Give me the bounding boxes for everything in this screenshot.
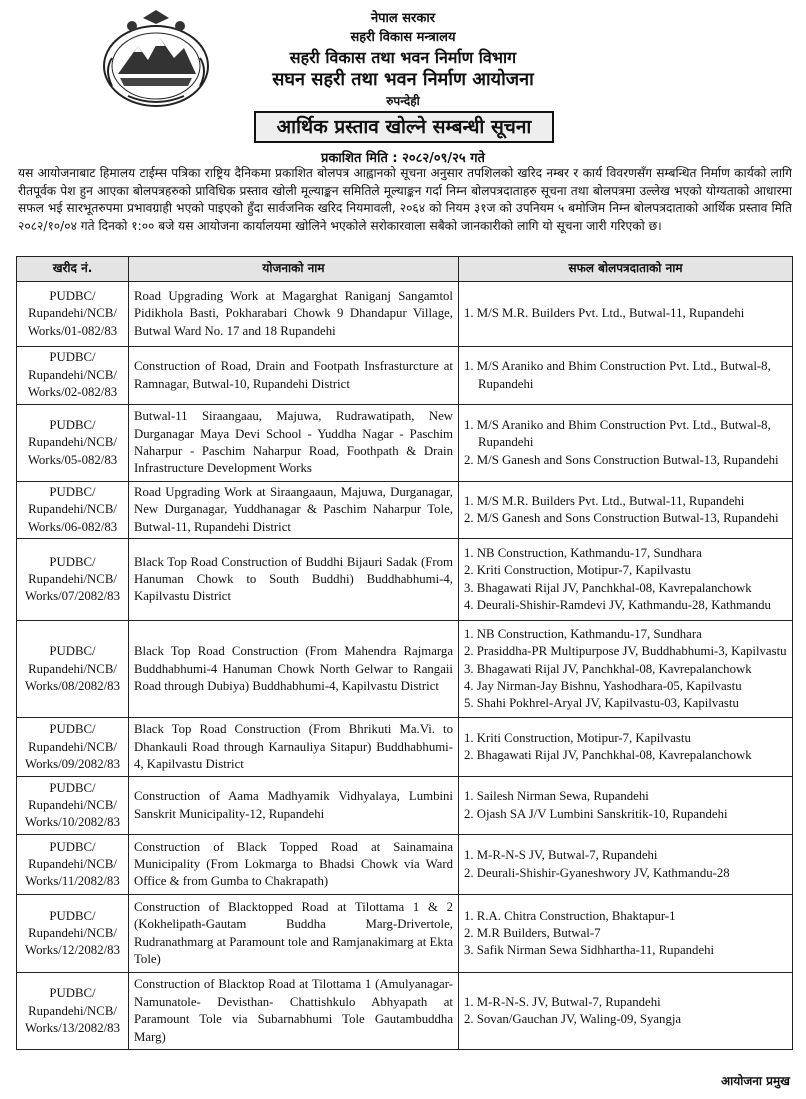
column-header: योजनाको नाम (129, 257, 459, 282)
procurement-number-cell (17, 973, 129, 1050)
bidder-item: 2. Bhagawati Rijal JV, Panchkhal-08, Kavrepalanchowk (464, 748, 752, 763)
successful-bidders-cell (459, 539, 793, 621)
project-name-cell: Black Top Road Construction of Buddhi Bijauri Sadak (From Hanuman Chowk to South Buddhi) Buddhabhumi-4, Kapilvastu District (129, 539, 459, 621)
table-row (17, 282, 793, 347)
procurement-number-line: Works/09/2082/83 (25, 756, 120, 771)
project-name-cell: Butwal-11 Siraangaau, Majuwa, Rudrawatipath, New Durganagar Maya Devi School - Yuddha Nagar - Paschim Naharpur - Paschim Naharpur Road, Foothpath & Drain Infrastructure Development Works (129, 405, 459, 482)
signature-label: आयोजना प्रमुख (720, 1074, 790, 1088)
bidder-item: 4. Deurali-Shishir-Ramdevi JV, Kathmandu-28, Kathmandu (464, 598, 771, 613)
procurement-number-line: PUDBC/ (49, 908, 96, 923)
successful-bidders-cell (459, 621, 793, 718)
bidder-item: 2. Ojash SA J/V Lumbini Sanskritik-10, Rupandehi (464, 806, 728, 821)
bidder-item: 2. Prasiddha-PR Multipurpose JV, Buddhabhumi-3, Kapilvastu (464, 644, 787, 659)
header-district: रुपन्देही (386, 94, 420, 108)
procurement-number-line: Works/08/2082/83 (25, 678, 120, 693)
procurement-number-line: Rupandehi/NCB/ (28, 502, 117, 517)
procurement-number-cell (17, 895, 129, 973)
procurement-number-line: Rupandehi/NCB/ (28, 661, 117, 676)
column-header: सफल बोलपत्रदाताको नाम (459, 257, 793, 282)
header-ministry: सहरी विकास मन्त्रालय (350, 30, 456, 45)
successful-bidders-cell (459, 718, 793, 777)
successful-bidders-cell (459, 482, 793, 539)
project-name-cell: Road Upgrading Work at Siraangaaun, Majuwa, Durganagar, New Durganagar, Yuddhanagar & Paschim Naharpur Tole, Butwal-11, Rupandehi District (129, 482, 459, 539)
successful-bidders-cell (459, 282, 793, 347)
procurement-number-line: Rupandehi/NCB/ (28, 435, 117, 450)
bidder-item: 1. M/S Araniko and Bhim Construction Pvt. Ltd., Butwal-8, Rupandehi (464, 417, 771, 450)
bidder-item: 2. Kriti Construction, Motipur-7, Kapilvastu (464, 563, 691, 578)
bidder-item: 4. Jay Nirman-Jay Bishnu, Yashodhara-05, Kapilvastu (464, 678, 742, 693)
column-header: खरीद नं. (17, 257, 129, 282)
procurement-number-line: Works/02-082/83 (27, 385, 118, 400)
header-government: नेपाल सरकार (370, 11, 436, 26)
table-row (17, 835, 793, 895)
bidder-item: 2. Deurali-Shishir-Gyaneshwory JV, Kathmandu-28 (464, 865, 730, 880)
bidder-item: 1. R.A. Chitra Construction, Bhaktapur-1 (464, 908, 676, 923)
bidder-item: 1. M-R-N-S. JV, Butwal-7, Rupandehi (464, 994, 661, 1009)
successful-bidders-cell (459, 347, 793, 405)
procurement-number-line: PUDBC/ (49, 986, 96, 1001)
bidder-item: 1. NB Construction, Kathmandu-17, Sundhara (464, 626, 702, 641)
procurement-number-line: Works/10/2082/83 (25, 815, 120, 830)
procurement-number-line: Works/05-082/83 (27, 452, 118, 467)
notice-body: यस आयोजनाबाट हिमालय टाईम्स पत्रिका राष्ट्रिय दैनिकमा प्रकाशित बोलपत्र आह्वानको सूचना अनुसार तपशिलको खरिद नम्बर र कार्य विवरणसँग सम्बन्धित निर्माण कार्यको लागि रीतपूर्वक पेश हुन आएका बोलपत्रहरुको प्राविधिक प्रस्ताव खोली मूल्याङ्कन समितिले मूल्याङ्कन गर्दा निम्न बोलपत्रदाताहरु सूचना तथा बोलपत्रमा उल्लेख भएको योग्यताको आधारमा सफल भई सारभूतरुपमा प्रभावग्राही भएको पाइएकोे हुँदा सार्वजनिक खरिद नियमावली, २०६४ को नियम ३१ज को उपनियम ५ बमोजिम निम्न बोलपत्रदाताको आर्थिक प्रस्ताव मिति २०८२/१०/०४ गते दिनको १:०० बजे यस आयोजना कार्यालयमा खोलिने भएकोले सरोकारवाला सबैको जानकारीको लागि यो सूचना जारी गरिएको छ। (18, 166, 792, 233)
procurement-number-cell (17, 835, 129, 895)
successful-bidders-cell (459, 895, 793, 973)
procurement-number-cell (17, 482, 129, 539)
bidder-item: 2. M/S Ganesh and Sons Construction Butwal-13, Rupandehi (464, 511, 779, 526)
header-project: सघन सहरी तथा भवन निर्माण आयोजना (272, 69, 534, 90)
table-row (17, 482, 793, 539)
published-date: प्रकाशित मिति : २०८२/०९/२५ गते (321, 151, 485, 166)
procurement-number-line: Rupandehi/NCB/ (28, 306, 117, 321)
notice-title: आर्थिक प्रस्ताव खोल्ने सम्बन्धी सूचना (254, 111, 554, 143)
header-department: सहरी विकास तथा भवन निर्माण विभाग (289, 48, 517, 67)
project-name-cell: Black Top Road Construction (From Mahendra Rajmarga Buddhabhumi-4 Hanuman Chowk North Gelwar to Rangaii Road through Dubiya) Buddhabhumi-4, Kapilvastu District (129, 621, 459, 718)
successful-bidders-cell (459, 405, 793, 482)
project-name-cell: Construction of Blacktop Road at Tilottama 1 (Amulyanagar- Namunatole- Devisthan- Chattishkulo Abhyapath at Paramount Tole via Subarnabhumi Tole Gautambuddha Marg) (129, 973, 459, 1050)
procurement-number-line: PUDBC/ (49, 644, 96, 659)
bidder-item: 1. M/S M.R. Builders Pvt. Ltd., Butwal-11, Rupandehi (464, 493, 745, 508)
table-header-row (17, 257, 793, 282)
procurement-number-line: PUDBC/ (49, 722, 96, 737)
procurement-number-line: Works/11/2082/83 (25, 874, 120, 889)
project-name-cell: Construction of Road, Drain and Footpath Insfrasturcture at Ramnagar, Butwal-10, Rupandehi District (129, 347, 459, 405)
table-row (17, 405, 793, 482)
procurement-number-line: Rupandehi/NCB/ (28, 857, 117, 872)
project-name-cell: Construction of Black Topped Road at Sainamaina Municipality (From Lokmarga to Bhadsi Chowk via Ward Office & from Gumba to Chakrapath) (129, 835, 459, 895)
procurement-number-line: PUDBC/ (49, 780, 96, 795)
procurement-number-line: PUDBC/ (49, 554, 96, 569)
bidder-item: 1. M/S Araniko and Bhim Construction Pvt. Ltd., Butwal-8, Rupandehi (464, 359, 771, 391)
procurement-number-line: Works/06-082/83 (27, 519, 118, 534)
table-row (17, 973, 793, 1050)
project-name-cell: Construction of Aama Madhyamik Vidhyalaya, Lumbini Sanskrit Municipality-12, Rupandehi (129, 777, 459, 835)
bidder-item: 3. Safik Nirman Sewa Sidhhartha-11, Rupandehi (464, 943, 715, 958)
table-row (17, 777, 793, 835)
procurement-number-line: Rupandehi/NCB/ (28, 1003, 117, 1018)
bidder-item: 3. Bhagawati Rijal JV, Panchkhal-08, Kavrepalanchowk (464, 580, 752, 595)
procurement-number-line: Works/01-082/83 (27, 323, 118, 338)
procurement-number-cell (17, 282, 129, 347)
bidder-item: 3. Bhagawati Rijal JV, Panchkhal-08, Kavrepalanchowk (464, 661, 752, 676)
procurement-number-cell (17, 405, 129, 482)
bidder-item: 1. Sailesh Nirman Sewa, Rupandehi (464, 789, 649, 804)
procurement-number-cell (17, 718, 129, 777)
project-name-cell: Construction of Blacktopped Road at Tilottama 1 & 2 (Kokhelipath-Gautam Buddha Marg-Drivertole, Rudranathmarg at Paramount tole and Ramjanakimarg at Ekta Tole) (129, 895, 459, 973)
procurement-number-line: Rupandehi/NCB/ (28, 367, 117, 382)
bidder-item: 1. M/S M.R. Builders Pvt. Ltd., Butwal-11, Rupandehi (464, 306, 745, 321)
procurement-number-line: Rupandehi/NCB/ (28, 798, 117, 813)
bidder-item: 2. Sovan/Gauchan JV, Waling-09, Syangja (464, 1012, 682, 1027)
table-row (17, 347, 793, 405)
procurement-number-line: PUDBC/ (49, 350, 96, 365)
table-row (17, 718, 793, 777)
procurement-number-line: PUDBC/ (49, 417, 96, 432)
bidder-item: 1. Kriti Construction, Motipur-7, Kapilvastu (464, 730, 691, 745)
table-row (17, 539, 793, 621)
bidder-item: 2. M.R Builders, Butwal-7 (464, 926, 601, 941)
bidder-item: 5. Shahi Pokhrel-Aryal JV, Kapilvastu-03, Kapilvastu (464, 696, 739, 711)
bidder-item: 1. M-R-N-S JV, Butwal-7, Rupandehi (464, 848, 658, 863)
procurement-number-cell (17, 347, 129, 405)
bidder-item: 1. NB Construction, Kathmandu-17, Sundhara (464, 545, 702, 560)
bidder-item: 2. M/S Ganesh and Sons Construction Butwal-13, Rupandehi (464, 452, 779, 467)
procurement-number-line: Works/12/2082/83 (25, 943, 120, 958)
successful-bidders-cell (459, 835, 793, 895)
procurement-number-line: Works/07/2082/83 (25, 589, 120, 604)
procurement-number-line: PUDBC/ (49, 288, 96, 303)
successful-bidders-cell (459, 777, 793, 835)
procurement-number-cell (17, 539, 129, 621)
successful-bidders-cell (459, 973, 793, 1050)
project-name-cell: Road Upgrading Work at Magarghat Raniganj Sangamtol Pidikhola Basti, Pokharabari Chowk 9 Dhandapur Village, Butwal Ward No. 17 and 18 Rupandehi (129, 282, 459, 347)
procurement-number-line: PUDBC/ (49, 485, 96, 499)
procurement-number-line: PUDBC/ (49, 839, 96, 854)
procurement-number-line: Rupandehi/NCB/ (28, 926, 117, 941)
project-name-cell: Black Top Road Construction (From Bhrikuti Ma.Vi. to Dhankauli Road through Karnauliya Sitapur) Buddhabhumi-4, Kapilvastu District (129, 718, 459, 777)
procurement-number-cell (17, 777, 129, 835)
procurement-number-cell (17, 621, 129, 718)
table-row (17, 895, 793, 973)
table-row (17, 621, 793, 718)
procurement-number-line: Rupandehi/NCB/ (28, 739, 117, 754)
procurement-number-line: Rupandehi/NCB/ (28, 572, 117, 587)
bid-results-table (16, 256, 793, 1050)
procurement-number-line: Works/13/2082/83 (25, 1020, 120, 1035)
